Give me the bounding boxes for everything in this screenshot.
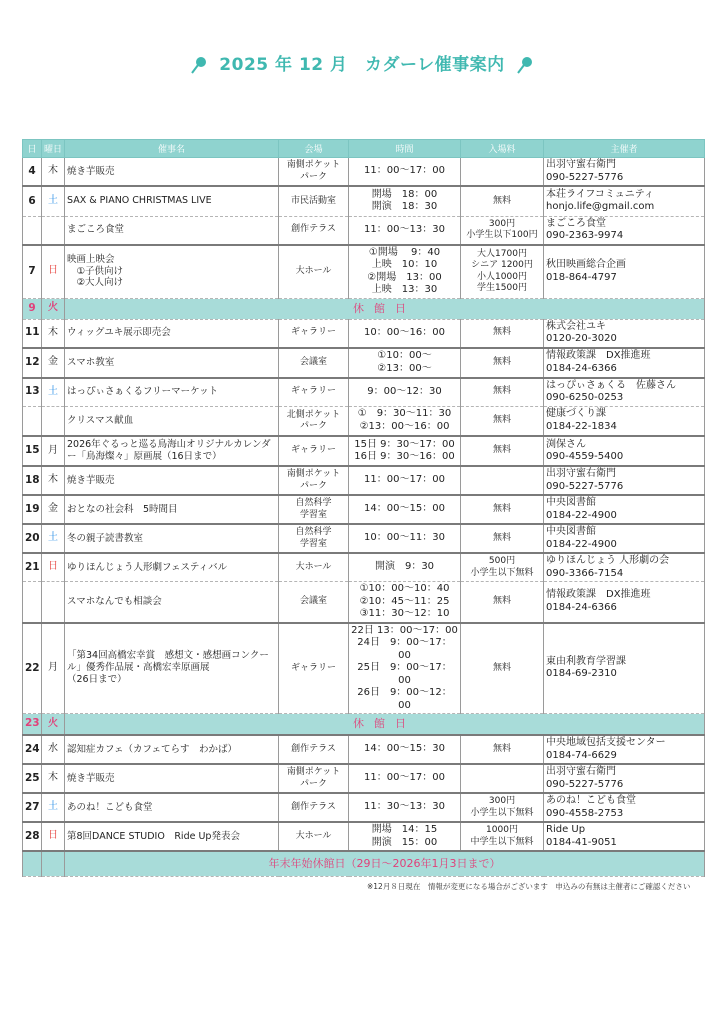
event-name-cell: ゆりほんじょう人形劇フェスティバル [65, 553, 279, 582]
organizer-cell: 中央図書館 0184-22-4900 [544, 524, 705, 553]
pushpin-icon [515, 55, 535, 75]
weekday-cell [42, 216, 65, 245]
weekday-cell: 木 [42, 466, 65, 495]
time-cell: 11：00〜17：00 [349, 764, 461, 793]
header-event: 催事名 [65, 140, 279, 158]
footnote: ※12月８日現在 情報が変更になる場合がございます 申込みの有無は主催者にご確認ください [367, 882, 691, 891]
header-weekday: 曜日 [42, 140, 65, 158]
closed-day-row [23, 714, 705, 736]
organizer-cell: 本荘ライフコミュニティ honjo.life@gmail.com [544, 186, 705, 216]
event-row [23, 319, 705, 348]
day-cell: 7 [23, 245, 42, 299]
event-name-cell: あのね！こども食堂 [65, 793, 279, 822]
time-cell: 22日 13：00〜17：00 24日 9：00〜17：00 25日 9：00〜17：00 26日 9：00〜12：00 [349, 623, 461, 714]
closed-label: 休館日 [65, 714, 705, 736]
organizer-cell: 株式会社ユキ 0120-20-3020 [544, 319, 705, 348]
header-time: 時間 [349, 140, 461, 158]
day-cell: 28 [23, 822, 42, 851]
fee-cell: 無料 [461, 348, 544, 378]
time-cell: 10：00〜11：30 [349, 524, 461, 553]
venue-cell: 会議室 [279, 348, 349, 378]
organizer-cell: 出羽守蜜右衛門 090-5227-5776 [544, 158, 705, 187]
fee-cell: 無料 [461, 582, 544, 623]
organizer-cell: 中央図書館 0184-22-4900 [544, 495, 705, 524]
fee-cell: 300円 小学生以下100円 [461, 216, 544, 245]
time-cell: 11：00〜13：30 [349, 216, 461, 245]
event-row [23, 466, 705, 495]
venue-cell: 自然科学 学習室 [279, 495, 349, 524]
weekday-cell: 日 [42, 553, 65, 582]
time-cell: 15日 9：30〜17：00 16日 9：30〜16：00 [349, 436, 461, 466]
organizer-cell: ゆりほんじょう 人形劇の会 090-3366-7154 [544, 553, 705, 582]
organizer-cell: 情報政策課 DX推進班 0184-24-6366 [544, 582, 705, 623]
event-row [23, 822, 705, 851]
day-cell: 27 [23, 793, 42, 822]
time-cell: ①10：00〜10：40 ②10：45〜11：25 ③11：30〜12：10 [349, 582, 461, 623]
venue-cell: 創作テラス [279, 216, 349, 245]
fee-cell: 無料 [461, 378, 544, 407]
day-cell: 12 [23, 348, 42, 378]
venue-cell: 大ホール [279, 245, 349, 299]
venue-cell: 大ホール [279, 822, 349, 851]
closed-label: 休館日 [65, 298, 705, 319]
closed-day-row [23, 298, 705, 319]
time-cell: 9：00〜12：30 [349, 378, 461, 407]
weekday-cell: 木 [42, 158, 65, 187]
venue-cell: 自然科学 学習室 [279, 524, 349, 553]
organizer-cell: 渕保さん 090-4559-5400 [544, 436, 705, 466]
weekday-cell: 金 [42, 348, 65, 378]
event-name-cell: ウィッグユキ展示即売会 [65, 319, 279, 348]
event-row [23, 245, 705, 299]
event-name-cell: 冬の親子読書教室 [65, 524, 279, 553]
event-name-cell: おとなの社会科 5時間目 [65, 495, 279, 524]
fee-cell: 無料 [461, 495, 544, 524]
fee-cell: 大人1700円 シニア 1200円 小人1000円 学生1500円 [461, 245, 544, 299]
title-text: 2025 年 12 月 カダーレ催事案内 [219, 55, 505, 75]
organizer-cell: 中央地域包括支援センター 0184-74-6629 [544, 735, 705, 764]
fee-cell [461, 764, 544, 793]
organizer-cell: 健康づくり課 0184-22-1834 [544, 406, 705, 436]
event-name-cell: 認知症カフェ（カフェてらす わかば） [65, 735, 279, 764]
weekday-cell: 月 [42, 436, 65, 466]
fee-cell: 無料 [461, 735, 544, 764]
time-cell: 14：00〜15：00 [349, 495, 461, 524]
organizer-cell: 出羽守蜜右衛門 090-5227-5776 [544, 466, 705, 495]
day-cell: 22 [23, 623, 42, 714]
table-header [23, 140, 705, 158]
day-cell: 25 [23, 764, 42, 793]
day-cell: 21 [23, 553, 42, 582]
venue-cell: 市民活動室 [279, 186, 349, 216]
day-cell [23, 406, 42, 436]
day-cell: 11 [23, 319, 42, 348]
weekday-cell: 土 [42, 378, 65, 407]
weekday-cell: 金 [42, 495, 65, 524]
time-cell: ① 9：30〜11：30 ②13：00〜16：00 [349, 406, 461, 436]
header-fee: 入場料 [461, 140, 544, 158]
time-cell: 14：00〜15：30 [349, 735, 461, 764]
event-name-cell: スマホ教室 [65, 348, 279, 378]
header-day: 日 [23, 140, 42, 158]
header-venue: 会場 [279, 140, 349, 158]
day-cell: 9 [23, 298, 42, 319]
weekday-cell: 土 [42, 524, 65, 553]
time-cell: 開演 9：30 [349, 553, 461, 582]
time-cell: ①10：00〜 ②13：00〜 [349, 348, 461, 378]
header-organizer: 主催者 [544, 140, 705, 158]
day-cell: 18 [23, 466, 42, 495]
event-row [23, 216, 705, 245]
venue-cell: 会議室 [279, 582, 349, 623]
fee-cell [461, 466, 544, 495]
event-name-cell: 焼き芋販売 [65, 158, 279, 187]
weekday-cell: 月 [42, 623, 65, 714]
weekday-cell: 木 [42, 319, 65, 348]
fee-cell: 無料 [461, 623, 544, 714]
fee-cell: 無料 [461, 436, 544, 466]
organizer-cell: はっぴぃさぁくる 佐藤さん 090-6250-0253 [544, 378, 705, 407]
event-table [22, 139, 705, 877]
event-row [23, 348, 705, 378]
fee-cell: 無料 [461, 319, 544, 348]
organizer-cell: Ride Up 0184-41-9051 [544, 822, 705, 851]
organizer-cell: 秋田映画総合企画 018-864-4797 [544, 245, 705, 299]
event-row [23, 793, 705, 822]
event-name-cell: はっぴぃさぁくるフリーマーケット [65, 378, 279, 407]
weekday-cell: 土 [42, 793, 65, 822]
venue-cell: 南側ポケット パーク [279, 466, 349, 495]
day-cell: 23 [23, 714, 42, 736]
event-row [23, 524, 705, 553]
weekday-cell: 日 [42, 822, 65, 851]
fee-cell: 300円 小学生以下無料 [461, 793, 544, 822]
fee-cell: 1000円 中学生以下無料 [461, 822, 544, 851]
event-row [23, 582, 705, 623]
day-cell: 4 [23, 158, 42, 187]
day-cell: 20 [23, 524, 42, 553]
event-row [23, 553, 705, 582]
weekday-cell: 日 [42, 245, 65, 299]
venue-cell: 創作テラス [279, 735, 349, 764]
event-row [23, 764, 705, 793]
venue-cell: 大ホール [279, 553, 349, 582]
event-row [23, 735, 705, 764]
day-cell: 15 [23, 436, 42, 466]
event-name-cell: まごころ食堂 [65, 216, 279, 245]
time-cell: 11：00〜17：00 [349, 466, 461, 495]
day-cell: 19 [23, 495, 42, 524]
time-cell: 11：30〜13：30 [349, 793, 461, 822]
venue-cell: ギャラリー [279, 378, 349, 407]
venue-cell: ギャラリー [279, 623, 349, 714]
venue-cell: 南側ポケット パーク [279, 158, 349, 187]
event-row [23, 406, 705, 436]
event-name-cell: 焼き芋販売 [65, 466, 279, 495]
weekday-cell: 火 [42, 298, 65, 319]
day-cell: 6 [23, 186, 42, 216]
fee-cell: 500円 小学生以下無料 [461, 553, 544, 582]
event-name-cell: 2026年ぐるっと巡る鳥海山オリジナルカレンダー「鳥海燦々」原画展（16日まで） [65, 436, 279, 466]
event-name-cell: スマホなんでも相談会 [65, 582, 279, 623]
organizer-cell: 東由利教育学習課 0184-69-2310 [544, 623, 705, 714]
day-cell: 13 [23, 378, 42, 407]
weekday-cell [42, 406, 65, 436]
venue-cell: 北側ポケット パーク [279, 406, 349, 436]
event-name-cell: SAX & PIANO CHRISTMAS LIVE [65, 186, 279, 216]
weekday-cell: 木 [42, 764, 65, 793]
weekday-cell: 火 [42, 714, 65, 736]
time-cell: 11：00〜17：00 [349, 158, 461, 187]
weekday-cell: 水 [42, 735, 65, 764]
event-row [23, 186, 705, 216]
event-name-cell: 第8回DANCE STUDIO Ride Up発表会 [65, 822, 279, 851]
venue-cell: 創作テラス [279, 793, 349, 822]
venue-cell: 南側ポケット パーク [279, 764, 349, 793]
venue-cell: ギャラリー [279, 319, 349, 348]
venue-cell: ギャラリー [279, 436, 349, 466]
event-name-cell: クリスマス献血 [65, 406, 279, 436]
event-row [23, 436, 705, 466]
event-name-cell: 「第34回高橋宏幸賞 感想文・感想画コンクール」優秀作品展・高橋宏幸原画展 （26日まで） [65, 623, 279, 714]
time-cell: 開場 18：00 開演 18：30 [349, 186, 461, 216]
time-cell: 開場 14：15 開演 15：00 [349, 822, 461, 851]
event-name-cell: 焼き芋販売 [65, 764, 279, 793]
fee-cell [461, 158, 544, 187]
organizer-cell: 情報政策課 DX推進班 0184-24-6366 [544, 348, 705, 378]
event-row [23, 378, 705, 407]
fee-cell: 無料 [461, 524, 544, 553]
event-name-cell: 映画上映会 ①子供向け ②大人向け [65, 245, 279, 299]
time-cell: 10：00〜16：00 [349, 319, 461, 348]
fee-cell: 無料 [461, 406, 544, 436]
day-cell [23, 582, 42, 623]
weekday-cell [42, 582, 65, 623]
organizer-cell: あのね！こども食堂 090-4558-2753 [544, 793, 705, 822]
event-rows [23, 158, 705, 877]
pushpin-icon [189, 55, 209, 75]
event-row [23, 495, 705, 524]
year-end-closure-row [23, 851, 705, 877]
event-row [23, 623, 705, 714]
time-cell: ①開場 9：40 上映 10：10 ②開場 13：00 上映 13：30 [349, 245, 461, 299]
fee-cell: 無料 [461, 186, 544, 216]
event-row [23, 158, 705, 187]
organizer-cell: 出羽守蜜右衛門 090-5227-5776 [544, 764, 705, 793]
year-end-label: 年末年始休館日（29日〜2026年1月3日まで） [65, 851, 705, 877]
page-title [0, 50, 724, 75]
day-cell: 24 [23, 735, 42, 764]
day-cell [23, 216, 42, 245]
weekday-cell: 土 [42, 186, 65, 216]
organizer-cell: まごころ食堂 090-2363-9974 [544, 216, 705, 245]
